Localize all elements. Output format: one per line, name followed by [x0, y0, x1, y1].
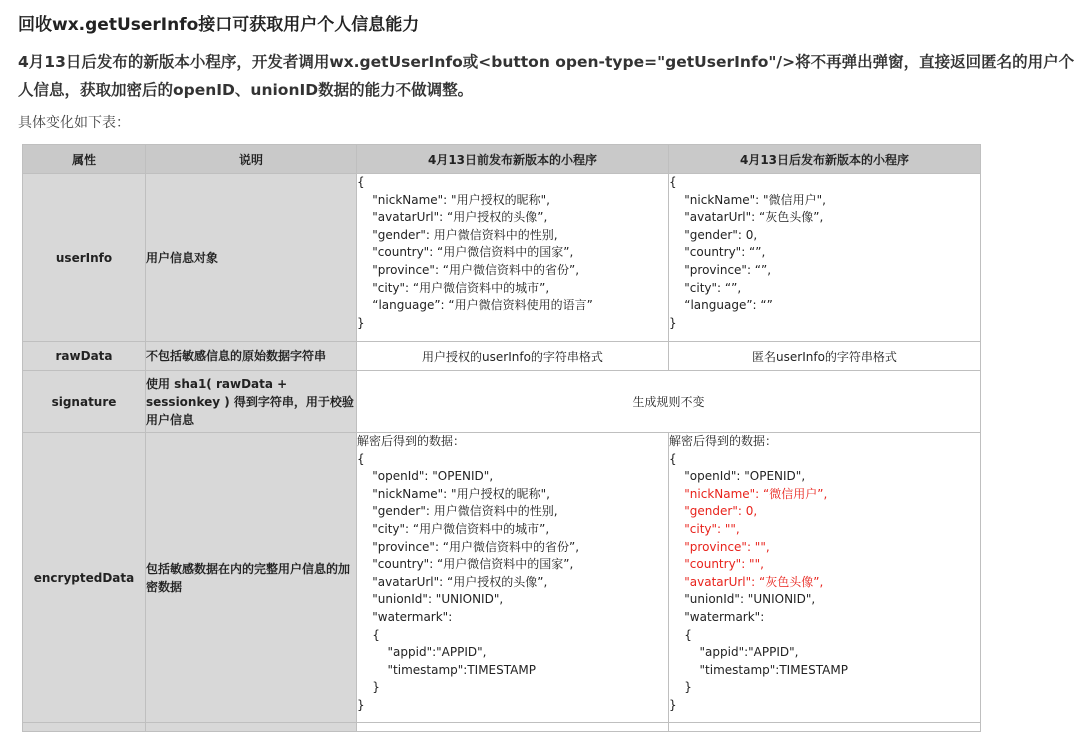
intro-paragraph: 4月13日后发布的新版本小程序，开发者调用wx.getUserInfo或<button open-type="getUserInfo"/>将不再弹出弹窗，直接返回匿名的用户个人信息，获取加密后的openID、unionID数据的能力不做调整。	[18, 53, 1075, 99]
table-row-rawdata	[23, 342, 981, 371]
code-line: "country": "",	[669, 557, 764, 572]
code-line: "city": “用户微信资料中的城市”,	[357, 280, 550, 295]
header-before: 4月13日前发布新版本的小程序	[357, 145, 669, 174]
table-row-userinfo	[23, 174, 981, 342]
code-line: "country": “用户微信资料中的国家”,	[357, 245, 574, 260]
code-line: }	[669, 315, 677, 330]
header-after: 4月13日后发布新版本的小程序	[669, 145, 981, 174]
code-line: }	[669, 680, 692, 695]
table-row-encrypteddata	[23, 433, 981, 723]
code-line: "province": “用户微信资料中的省份”,	[357, 262, 580, 277]
code-line: "appid":"APPID",	[669, 645, 799, 660]
table-caption: 具体变化如下表：	[18, 115, 130, 131]
signature-value: 生成规则不变	[357, 371, 981, 433]
code-line: "avatarUrl": “用户授权的头像”,	[357, 574, 548, 589]
code-line: {	[357, 451, 365, 466]
header-property: 属性	[23, 145, 146, 174]
code-line: "watermark":	[669, 609, 765, 624]
code-line: "unionId": "UNIONID",	[669, 592, 816, 607]
code-line: {	[357, 175, 365, 189]
code-line: "nickName": "用户授权的昵称",	[357, 486, 550, 501]
code-line: "unionId": "UNIONID",	[357, 592, 504, 607]
desc-signature: 使用 sha1( rawData + sessionkey ) 得到字符串，用于校验用户信息	[146, 371, 357, 433]
code-line: 解密后得到的数据：	[669, 434, 778, 448]
page-title: 回收wx.getUserInfo接口可获取用户个人信息能力	[18, 15, 420, 35]
code-line: "province": “”,	[669, 262, 772, 277]
encrypteddata-after-code	[669, 433, 981, 723]
desc-encrypteddata: 包括敏感数据在内的完整用户信息的加密数据	[146, 433, 357, 723]
code-line: "avatarUrl": “灰色头像”,	[669, 210, 824, 225]
code-line: “language”: “用户微信资料使用的语言”	[357, 298, 593, 313]
code-line: "timestamp":TIMESTAMP	[669, 662, 848, 677]
code-line: "gender": 0,	[669, 504, 758, 519]
code-line: {	[669, 451, 677, 466]
code-line: "timestamp":TIMESTAMP	[357, 662, 536, 677]
code-line: "province": "",	[669, 539, 770, 554]
prop-userinfo: userInfo	[23, 174, 146, 342]
desc-userinfo: 用户信息对象	[146, 174, 357, 342]
code-line: "gender": 用户微信资料中的性别,	[357, 227, 558, 242]
prop-rawdata: rawData	[23, 342, 146, 371]
desc-rawdata: 不包括敏感信息的原始数据字符串	[146, 342, 357, 371]
rawdata-before: 用户授权的userInfo的字符串格式	[357, 342, 669, 371]
userinfo-after-code	[669, 174, 981, 342]
code-line: "city": "",	[669, 521, 740, 536]
code-line: }	[669, 697, 677, 712]
code-line: "watermark":	[357, 609, 453, 624]
code-line: "nickName": "微信用户",	[669, 192, 826, 207]
table-row-partial	[23, 723, 981, 732]
header-description: 说明	[146, 145, 357, 174]
code-line: }	[357, 697, 365, 712]
code-line: "nickName": “微信用户”,	[669, 486, 828, 501]
code-line: "gender": 用户微信资料中的性别,	[357, 504, 558, 519]
code-line: "gender": 0,	[669, 227, 758, 242]
userinfo-before-code	[357, 174, 669, 342]
code-line: "province": “用户微信资料中的省份”,	[357, 539, 580, 554]
rawdata-after: 匿名userInfo的字符串格式	[669, 342, 981, 371]
table-row-signature	[23, 371, 981, 433]
code-line: "city": “用户微信资料中的城市”,	[357, 521, 550, 536]
code-line: "nickName": "用户授权的昵称",	[357, 192, 550, 207]
code-line: }	[357, 315, 365, 330]
code-line: "avatarUrl": “灰色头像”,	[669, 574, 824, 589]
table-header-row	[23, 145, 981, 174]
code-line: {	[669, 175, 677, 189]
code-line: }	[357, 680, 380, 695]
code-line: "avatarUrl": “用户授权的头像”,	[357, 210, 548, 225]
prop-encrypteddata: encryptedData	[23, 433, 146, 723]
code-line: 解密后得到的数据：	[357, 434, 466, 448]
code-line: "appid":"APPID",	[357, 645, 487, 660]
encrypteddata-before-code	[357, 433, 669, 723]
code-line: "country": “”,	[669, 245, 766, 260]
code-line: "openId": "OPENID",	[669, 469, 806, 484]
code-line: "country": “用户微信资料中的国家”,	[357, 557, 574, 572]
code-line: {	[669, 627, 692, 642]
code-line: “language”: “”	[669, 298, 773, 313]
comparison-table	[22, 144, 981, 732]
code-line: {	[357, 627, 380, 642]
code-line: "openId": "OPENID",	[357, 469, 494, 484]
code-line: "city": “”,	[669, 280, 742, 295]
prop-signature: signature	[23, 371, 146, 433]
